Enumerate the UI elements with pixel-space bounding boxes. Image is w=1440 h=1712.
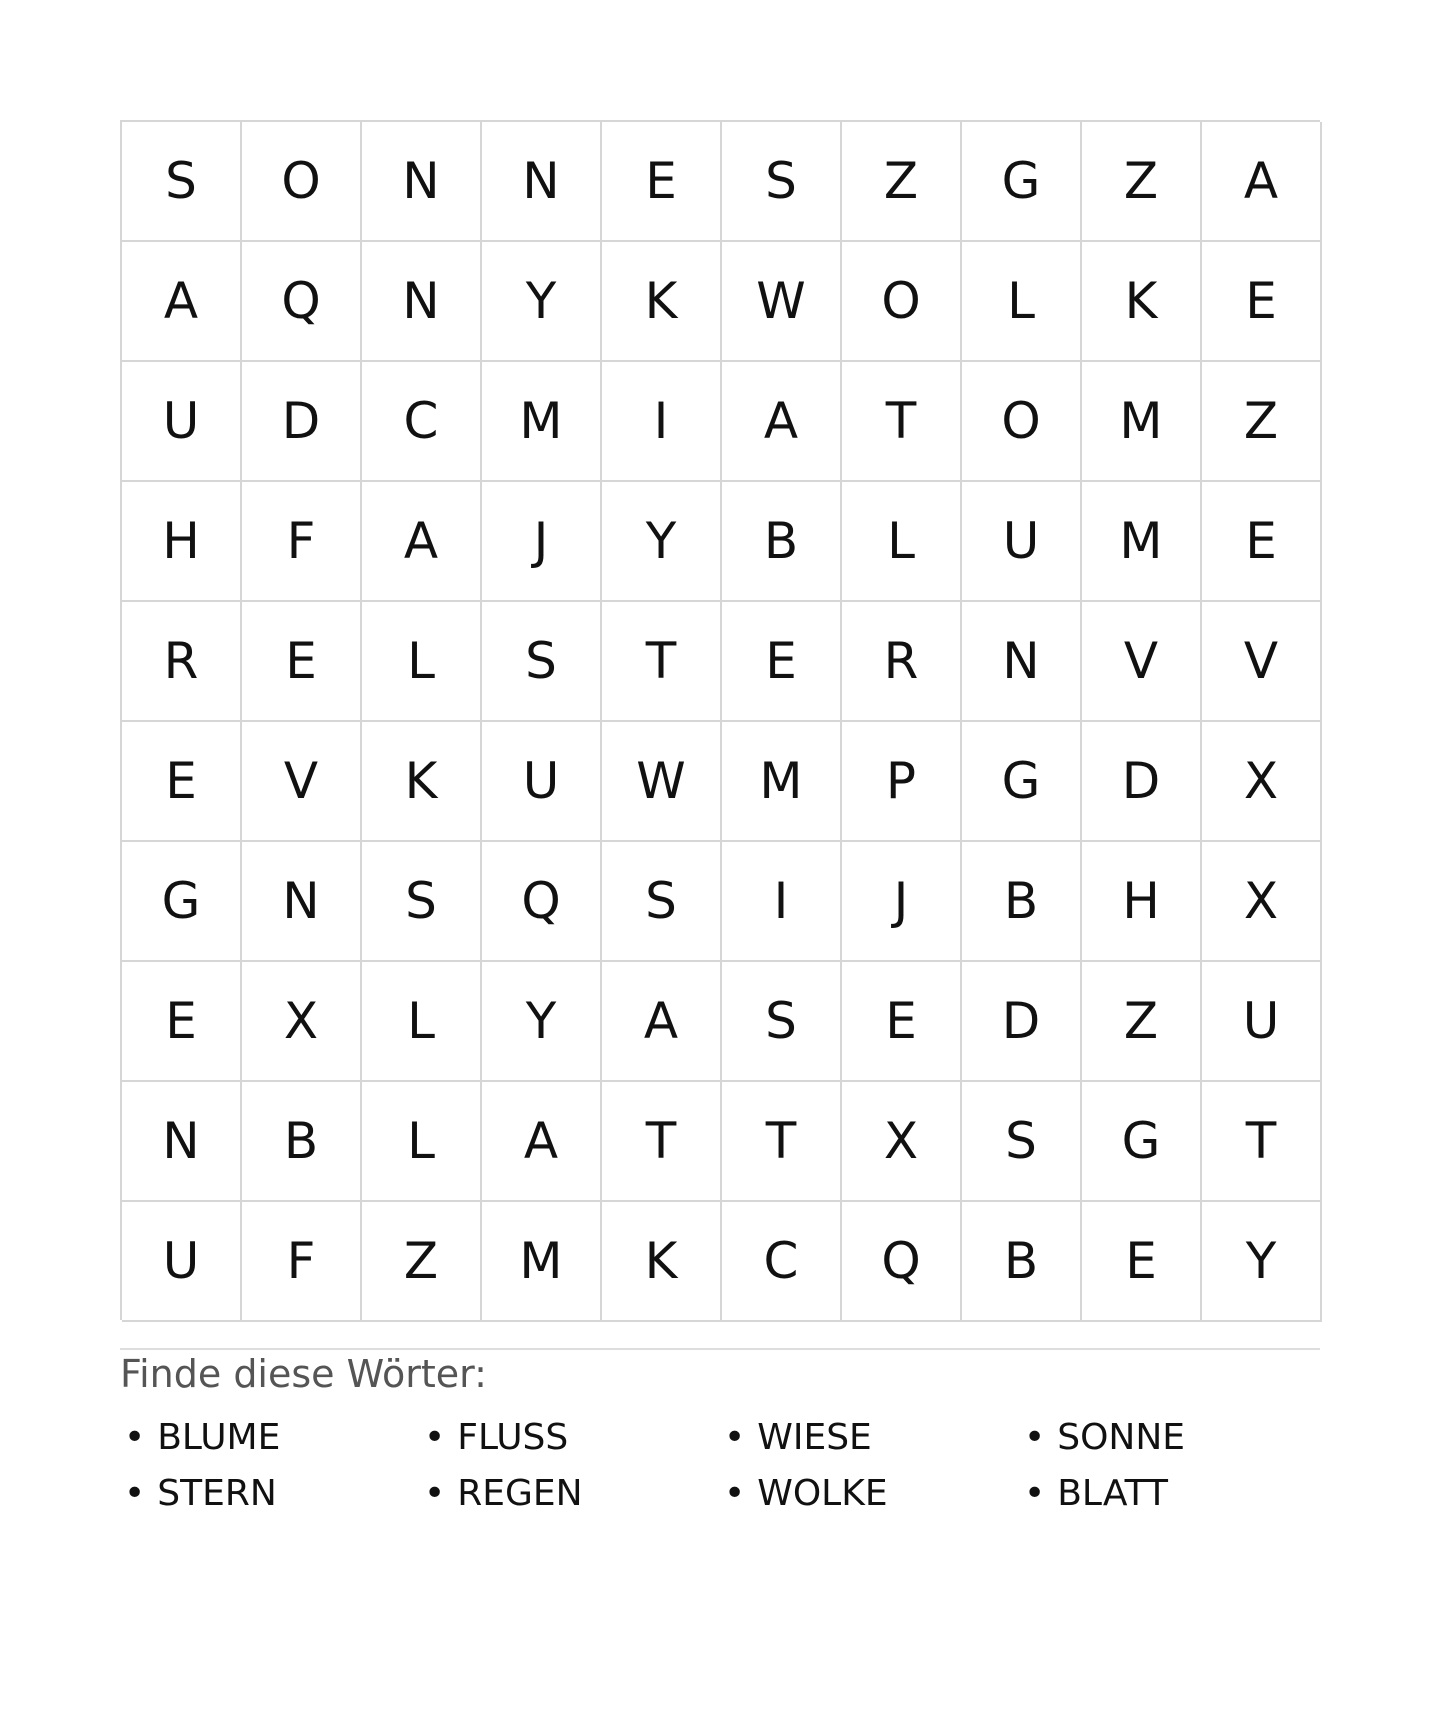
- grid-cell[interactable]: A: [1202, 122, 1322, 242]
- grid-cell[interactable]: A: [362, 482, 482, 602]
- word-label: FLUSS: [457, 1417, 569, 1458]
- grid-cell[interactable]: X: [842, 1082, 962, 1202]
- grid-cell[interactable]: S: [602, 842, 722, 962]
- grid-cell[interactable]: N: [122, 1082, 242, 1202]
- grid-cell[interactable]: J: [482, 482, 602, 602]
- grid-cell[interactable]: Z: [1082, 122, 1202, 242]
- grid-cell[interactable]: Z: [1082, 962, 1202, 1082]
- grid-cell[interactable]: Z: [842, 122, 962, 242]
- grid-cell[interactable]: N: [962, 602, 1082, 722]
- grid-cell[interactable]: R: [122, 602, 242, 722]
- grid-cell[interactable]: F: [242, 1202, 362, 1322]
- bullet: •: [124, 1417, 146, 1458]
- grid-cell[interactable]: X: [242, 962, 362, 1082]
- grid-cell[interactable]: K: [602, 1202, 722, 1322]
- grid-cell[interactable]: Y: [482, 962, 602, 1082]
- word-label: BLATT: [1057, 1473, 1168, 1514]
- grid-cell[interactable]: N: [362, 122, 482, 242]
- grid-cell[interactable]: G: [962, 722, 1082, 842]
- grid-cell[interactable]: K: [1082, 242, 1202, 362]
- grid-cell[interactable]: K: [602, 242, 722, 362]
- grid-cell[interactable]: E: [1082, 1202, 1202, 1322]
- grid-cell[interactable]: L: [362, 1082, 482, 1202]
- grid-cell[interactable]: Q: [242, 242, 362, 362]
- bullet: •: [724, 1417, 746, 1458]
- grid-cell[interactable]: T: [602, 1082, 722, 1202]
- grid-cell[interactable]: L: [362, 962, 482, 1082]
- grid-cell[interactable]: A: [602, 962, 722, 1082]
- grid-cell[interactable]: E: [122, 962, 242, 1082]
- grid-cell[interactable]: M: [722, 722, 842, 842]
- grid-cell[interactable]: Z: [362, 1202, 482, 1322]
- word-item: [1020, 1410, 1320, 1466]
- grid-cell[interactable]: L: [962, 242, 1082, 362]
- grid-cell[interactable]: Q: [842, 1202, 962, 1322]
- word-label: REGEN: [457, 1473, 583, 1514]
- grid-cell[interactable]: L: [362, 602, 482, 722]
- word-label: WOLKE: [757, 1473, 888, 1514]
- grid-cell[interactable]: G: [122, 842, 242, 962]
- grid-cell[interactable]: E: [242, 602, 362, 722]
- grid-cell[interactable]: E: [1202, 482, 1322, 602]
- bullet: •: [1024, 1417, 1046, 1458]
- grid-cell[interactable]: U: [122, 362, 242, 482]
- grid-cell[interactable]: H: [122, 482, 242, 602]
- bullet: •: [424, 1473, 446, 1514]
- grid-cell[interactable]: B: [242, 1082, 362, 1202]
- grid-cell[interactable]: D: [962, 962, 1082, 1082]
- grid-cell[interactable]: N: [242, 842, 362, 962]
- grid-cell[interactable]: A: [722, 362, 842, 482]
- grid-cell[interactable]: D: [1082, 722, 1202, 842]
- word-item: [120, 1466, 420, 1522]
- grid-cell[interactable]: R: [842, 602, 962, 722]
- grid-cell[interactable]: E: [602, 122, 722, 242]
- grid-cell[interactable]: O: [962, 362, 1082, 482]
- words-heading: Finde diese Wörter:: [120, 1352, 487, 1396]
- grid-cell[interactable]: W: [722, 242, 842, 362]
- grid-cell[interactable]: T: [842, 362, 962, 482]
- grid-cell[interactable]: P: [842, 722, 962, 842]
- letter-grid: [120, 120, 1320, 1320]
- grid-cell[interactable]: S: [722, 962, 842, 1082]
- grid-cell[interactable]: M: [1082, 362, 1202, 482]
- word-item: [720, 1410, 1020, 1466]
- grid-cell[interactable]: J: [842, 842, 962, 962]
- grid-cell[interactable]: N: [362, 242, 482, 362]
- grid-cell[interactable]: S: [362, 842, 482, 962]
- grid-cell[interactable]: U: [482, 722, 602, 842]
- grid-cell[interactable]: Y: [1202, 1202, 1322, 1322]
- grid-cell[interactable]: I: [722, 842, 842, 962]
- grid-cell[interactable]: U: [962, 482, 1082, 602]
- grid-cell[interactable]: S: [962, 1082, 1082, 1202]
- word-label: STERN: [157, 1473, 277, 1514]
- grid-cell[interactable]: T: [602, 602, 722, 722]
- bullet: •: [724, 1473, 746, 1514]
- grid-cell[interactable]: V: [242, 722, 362, 842]
- grid-cell[interactable]: Z: [1202, 362, 1322, 482]
- word-item: [120, 1410, 420, 1466]
- grid-cell[interactable]: B: [722, 482, 842, 602]
- grid-cell[interactable]: T: [722, 1082, 842, 1202]
- grid-cell[interactable]: U: [1202, 962, 1322, 1082]
- grid-cell[interactable]: M: [482, 362, 602, 482]
- grid-cell[interactable]: H: [1082, 842, 1202, 962]
- grid-cell[interactable]: M: [1082, 482, 1202, 602]
- grid-cell[interactable]: E: [1202, 242, 1322, 362]
- grid-cell[interactable]: K: [362, 722, 482, 842]
- word-label: WIESE: [757, 1417, 872, 1458]
- grid-cell[interactable]: F: [242, 482, 362, 602]
- grid-cell[interactable]: S: [482, 602, 602, 722]
- word-item: [420, 1410, 720, 1466]
- grid-cell[interactable]: Y: [602, 482, 722, 602]
- grid-cell[interactable]: E: [842, 962, 962, 1082]
- grid-cell[interactable]: W: [602, 722, 722, 842]
- word-item: [420, 1466, 720, 1522]
- grid-cell[interactable]: E: [722, 602, 842, 722]
- grid-cell[interactable]: L: [842, 482, 962, 602]
- grid-cell[interactable]: Y: [482, 242, 602, 362]
- grid-cell[interactable]: B: [962, 842, 1082, 962]
- word-item: [1020, 1466, 1320, 1522]
- bullet: •: [424, 1417, 446, 1458]
- grid-cell[interactable]: D: [242, 362, 362, 482]
- grid-cell[interactable]: M: [482, 1202, 602, 1322]
- grid-cell[interactable]: X: [1202, 842, 1322, 962]
- grid-cell[interactable]: C: [362, 362, 482, 482]
- grid-cell[interactable]: U: [122, 1202, 242, 1322]
- word-item: [720, 1466, 1020, 1522]
- grid-cell[interactable]: C: [722, 1202, 842, 1322]
- grid-cell[interactable]: A: [122, 242, 242, 362]
- word-list: [120, 1410, 1320, 1522]
- grid-cell[interactable]: A: [482, 1082, 602, 1202]
- grid-cell[interactable]: G: [962, 122, 1082, 242]
- grid-cell[interactable]: V: [1202, 602, 1322, 722]
- grid-cell[interactable]: I: [602, 362, 722, 482]
- grid-cell[interactable]: O: [842, 242, 962, 362]
- grid-cell[interactable]: V: [1082, 602, 1202, 722]
- grid-cell[interactable]: N: [482, 122, 602, 242]
- grid-cell[interactable]: T: [1202, 1082, 1322, 1202]
- grid-cell[interactable]: S: [722, 122, 842, 242]
- word-label: BLUME: [157, 1417, 281, 1458]
- grid-cell[interactable]: O: [242, 122, 362, 242]
- grid-cell[interactable]: S: [122, 122, 242, 242]
- grid-cell[interactable]: X: [1202, 722, 1322, 842]
- grid-cell[interactable]: E: [122, 722, 242, 842]
- grid-cell[interactable]: Q: [482, 842, 602, 962]
- bullet: •: [124, 1473, 146, 1514]
- grid-cell[interactable]: B: [962, 1202, 1082, 1322]
- bullet: •: [1024, 1473, 1046, 1514]
- word-label: SONNE: [1057, 1417, 1186, 1458]
- grid-cell[interactable]: G: [1082, 1082, 1202, 1202]
